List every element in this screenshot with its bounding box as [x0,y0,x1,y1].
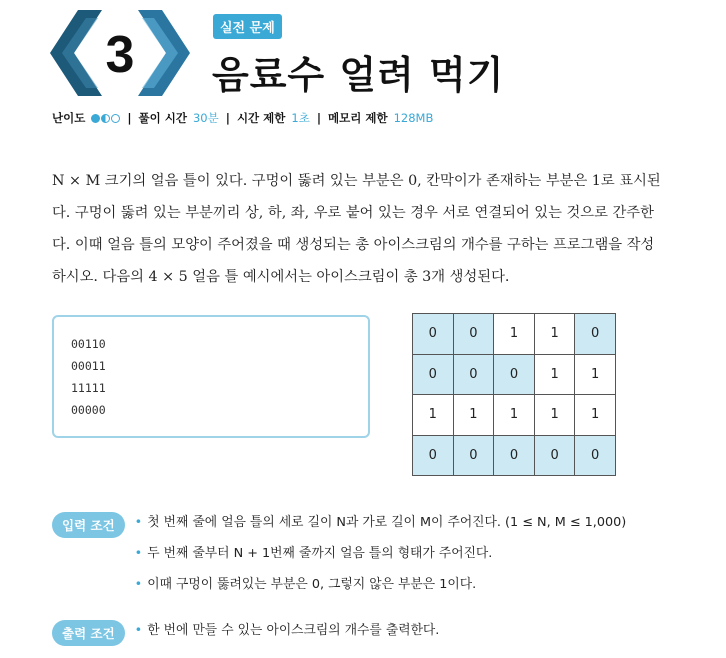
time-limit-label: 시간 제한 [236,111,286,125]
grid-cell: 1 [534,314,575,355]
grid-cell: 0 [453,314,494,355]
bullet-dot-icon: • [134,546,143,561]
example-input-box [52,315,370,438]
grid-cell: 1 [575,354,616,395]
example-input-line: 00110 [71,337,106,351]
condition-item [135,538,627,569]
description-line: N × M 크기의 얼음 틀이 있다. 구멍이 뚫려 있는 부분은 0, 칸막이가 존재하는 부분은 1로 표시된 [52,173,661,189]
grid-cell: 1 [575,395,616,436]
difficulty-label: 난이도 [52,111,86,125]
grid-cell: 0 [413,314,454,355]
grid-cell: 1 [534,395,575,436]
output-condition-label: 출력 조건 [52,620,125,646]
grid-cell: 0 [494,354,535,395]
description-line: 다. 구멍이 뚫려 있는 부분끼리 상, 하, 좌, 우로 붙어 있는 경우 서로 연결되어 있는 것으로 간주한 [52,205,654,221]
grid-cell: 0 [534,435,575,476]
memory-limit-value: 128MB [393,111,434,125]
input-condition-label: 입력 조건 [52,512,125,538]
grid-row [413,354,616,395]
grid-cell: 1 [413,395,454,436]
grid-cell: 0 [413,435,454,476]
condition-item [135,615,440,646]
difficulty-rating [91,114,120,123]
bullet-dot-icon: • [134,623,143,638]
input-condition [52,512,626,600]
ice-tray-grid [412,313,616,476]
description-line: 다. 이때 얼음 틀의 모양이 주어졌을 때 생성되는 총 아이스크림의 개수를 구하는 프로그램을 작성 [52,237,655,253]
description-line: 하시오. 다음의 4 × 5 얼음 틀 예시에서는 아이스크림이 총 3개 생성된다. [52,269,510,285]
grid-cell: 1 [494,395,535,436]
meta-separator: | [225,111,230,125]
grid-cell: 1 [453,395,494,436]
grid-cell: 0 [575,435,616,476]
grid-cell: 0 [453,435,494,476]
chapter-number: 3 [105,26,135,84]
section-tag: 실전 문제 [213,14,282,39]
grid-cell: 0 [453,354,494,395]
grid-cell: 1 [494,314,535,355]
example-input-line: 00011 [71,359,106,373]
grid-cell: 0 [413,354,454,395]
output-condition [52,620,439,646]
chapter-number-logo-icon [50,10,190,96]
condition-text: 두 번째 줄부터 N + 1번째 줄까지 얼음 틀의 형태가 주어진다. [147,546,493,561]
bullet-dot-icon: • [134,577,143,592]
condition-text: 한 번에 만들 수 있는 아이스크림의 개수를 출력한다. [147,623,440,638]
difficulty-dot-icon [101,114,110,123]
problem-description [52,165,720,293]
example-input-line: 00000 [71,403,106,417]
grid-cell: 0 [575,314,616,355]
time-label: 풀이 시간 [138,111,187,125]
grid-row [413,395,616,436]
time-value: 30분 [192,111,219,125]
condition-item [135,507,627,538]
example-input-line: 11111 [71,381,106,395]
difficulty-dot-icon [91,114,100,123]
meta-separator: | [316,111,322,125]
bullet-dot-icon: • [134,515,143,530]
problem-title: 음료수 얼려 먹기 [212,53,505,97]
condition-text: 첫 번째 줄에 얼음 틀의 세로 길이 N과 가로 길이 M이 주어진다. (1 ≤ N, M ≤ 1,000) [147,515,627,530]
condition-item [135,569,627,600]
memory-limit-label: 메모리 제한 [328,111,388,125]
grid-row [413,314,616,355]
grid-row [413,435,616,476]
problem-meta [52,110,433,126]
condition-text: 이때 구멍이 뚫려있는 부분은 0, 그렇지 않은 부분은 1이다. [147,577,477,592]
time-limit-value: 1초 [291,111,310,125]
difficulty-dot-icon [111,114,120,123]
meta-separator: | [127,111,132,125]
grid-cell: 0 [494,435,535,476]
grid-cell: 1 [534,354,575,395]
